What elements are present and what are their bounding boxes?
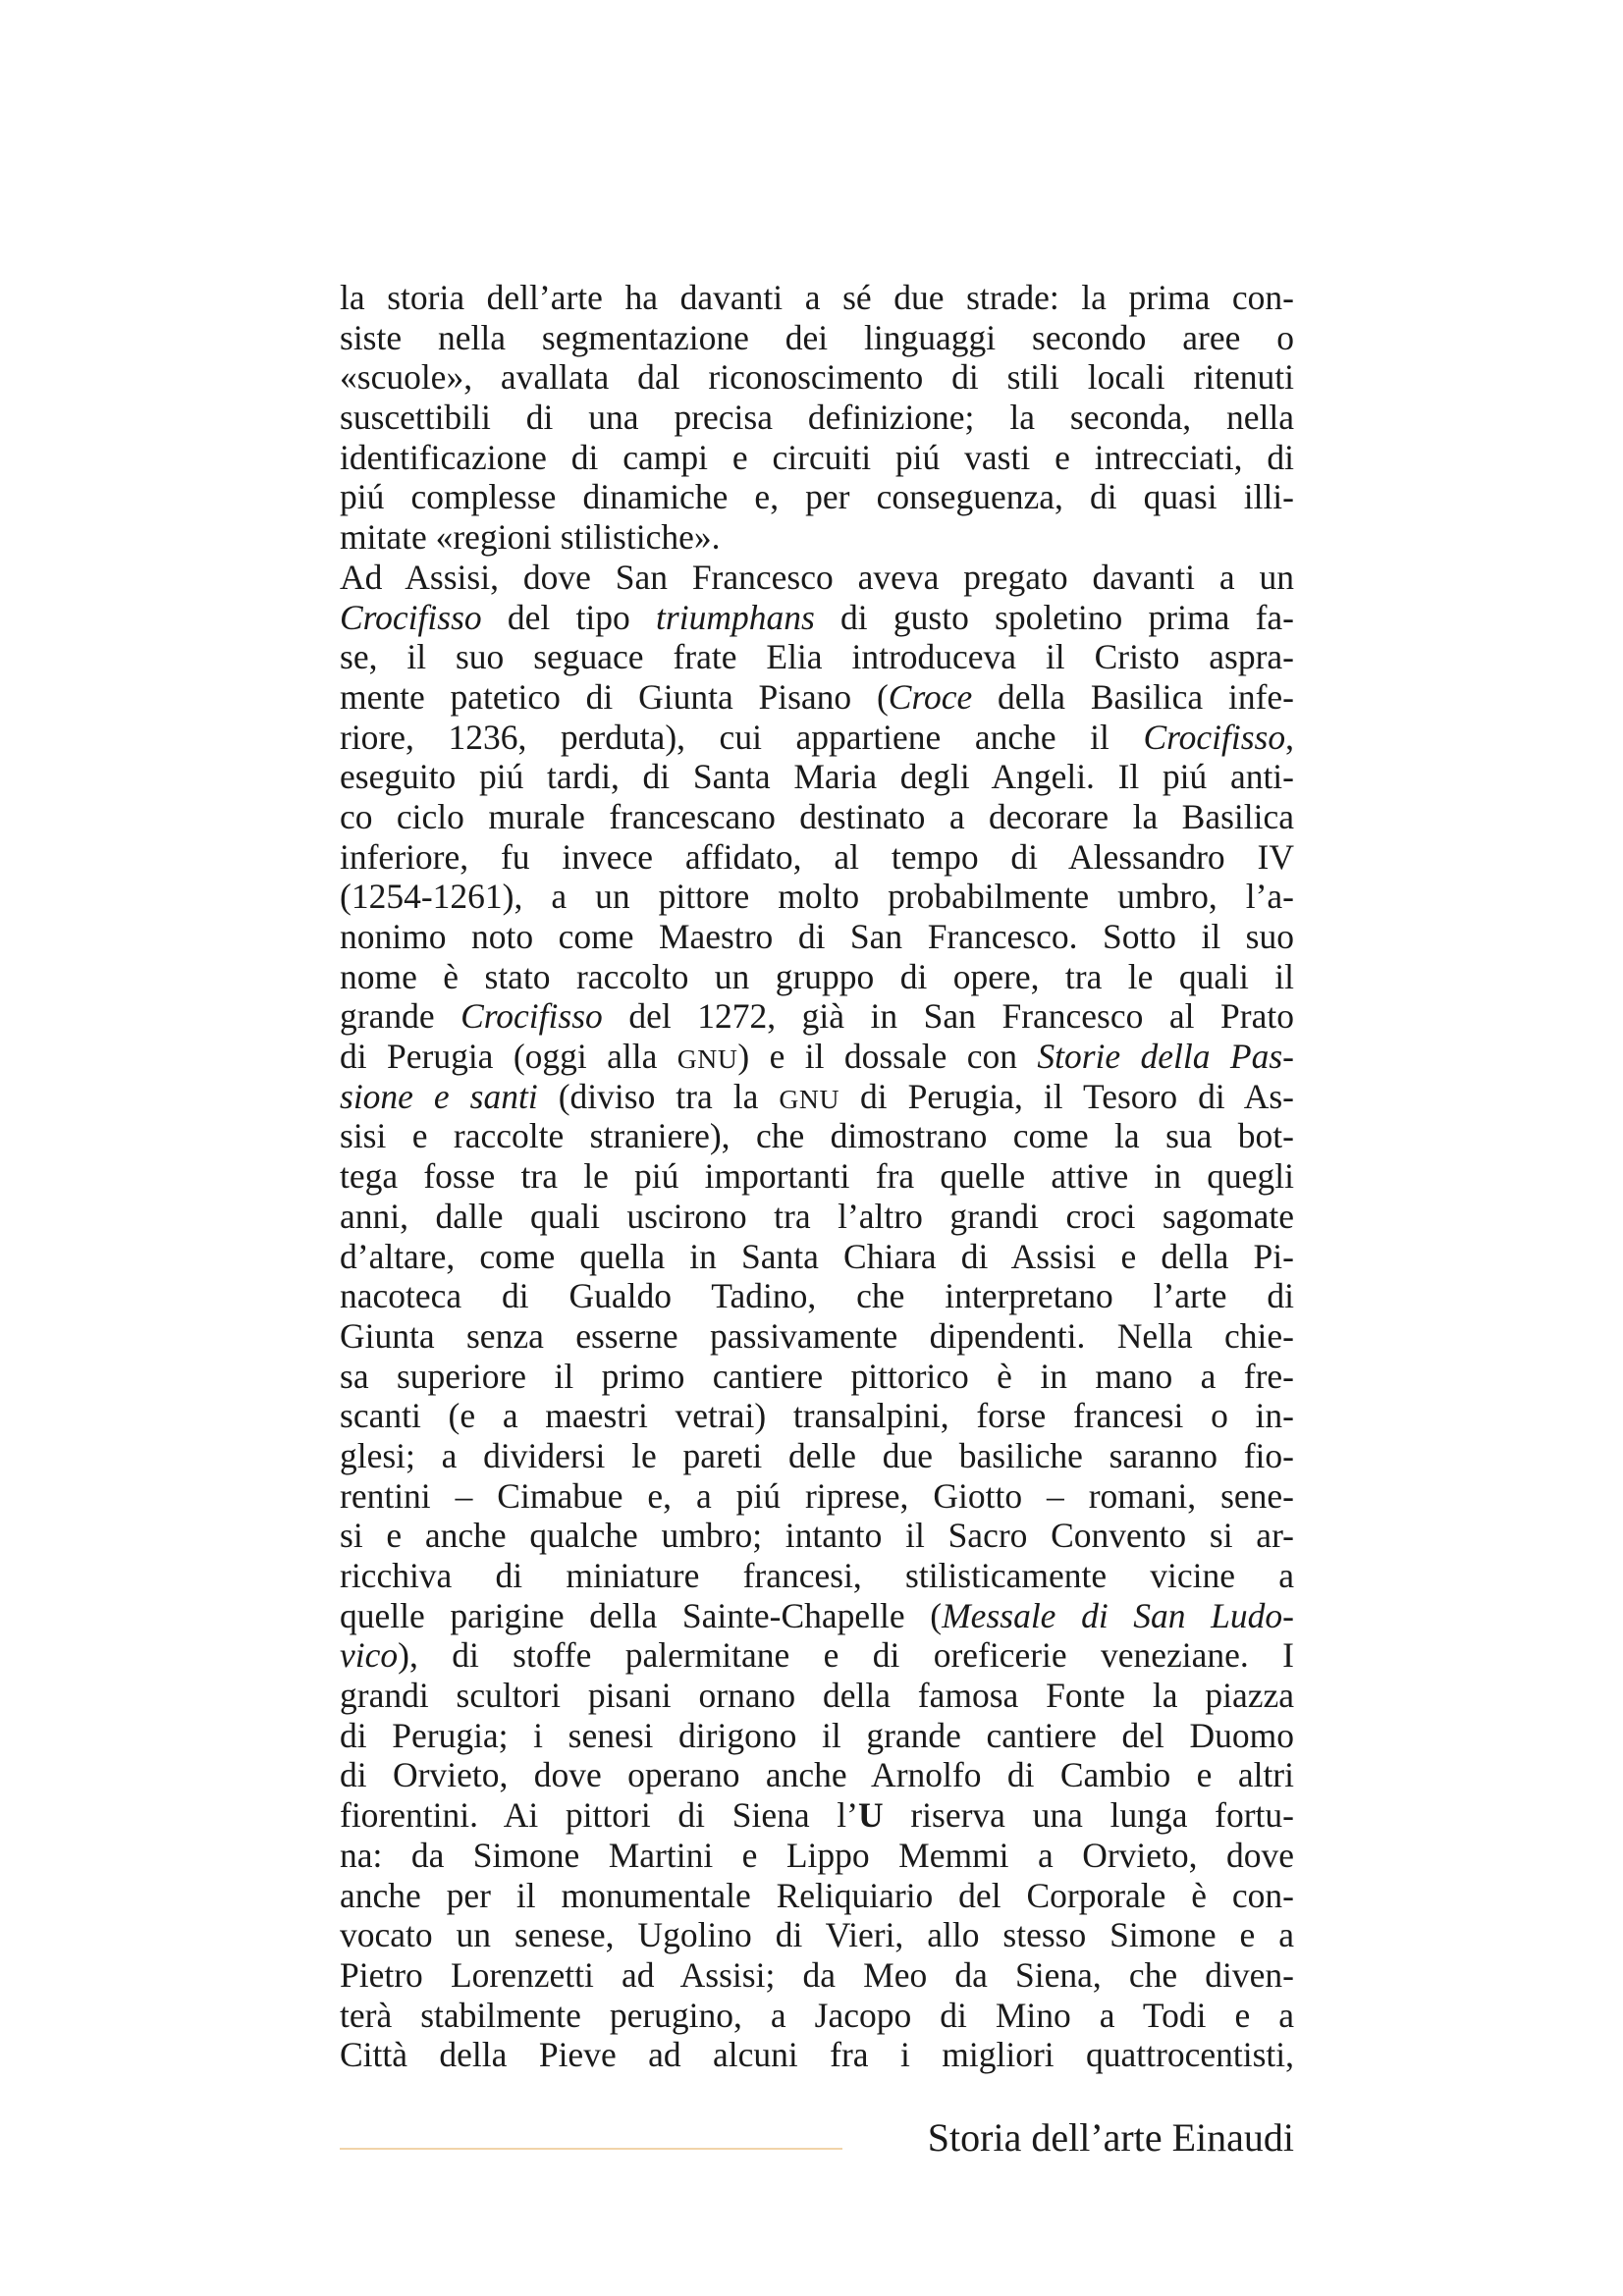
text-run: del 1272, già in San Francesco al Prato: [602, 996, 1294, 1037]
text-line: Pietro Lorenzetti ad Assisi; da Meo da Siena, che diven-: [340, 1954, 1294, 1995]
text-line: sa superiore il primo cantiere pittorico è in mano a fre-: [340, 1356, 1294, 1396]
text-run: di Perugia (oggi alla: [340, 1037, 677, 1077]
text-line: [340, 996, 1294, 1037]
text-line: di Perugia; i senesi dirigono il grande cantiere del Duomo: [340, 1715, 1294, 1755]
text-line: [340, 677, 1294, 718]
text-line: rentini – Cimabue e, a piú riprese, Giotto – romani, sene-: [340, 1475, 1294, 1516]
italic-title: Messale di San Ludo-: [942, 1595, 1294, 1635]
text-line: anche per il monumentale Reliquiario del Corporale è con-: [340, 1875, 1294, 1915]
footer-title: Storia dell’arte Einaudi: [927, 2115, 1294, 2160]
text-line: siste nella segmentazione dei linguaggi secondo aree o: [340, 317, 1294, 357]
text-line: scanti (e a maestri vetrai) transalpini, forse francesi o in-: [340, 1396, 1294, 1436]
text-line: d’altare, come quella in Santa Chiara di Assisi e della Pi-: [340, 1236, 1294, 1276]
text-line: [340, 1596, 1294, 1636]
text-line: «scuole», avallata dal riconoscimento di stili locali ritenuti: [340, 357, 1294, 398]
italic-title: vico: [340, 1635, 399, 1676]
italic-term: triumphans: [656, 597, 815, 637]
text-line: na: da Simone Martini e Lippo Memmi a Orvieto, dove: [340, 1835, 1294, 1875]
text-run: mente patetico di Giunta Pisano (: [340, 676, 889, 717]
text-line: (1254-1261), a un pittore molto probabilmente umbro, l’a-: [340, 877, 1294, 917]
text-run: ,: [1285, 717, 1294, 757]
text-run: grande: [340, 996, 461, 1037]
text-line: di Orvieto, dove operano anche Arnolfo di Cambio e altri: [340, 1755, 1294, 1795]
text-line: Giunta senza esserne passivamente dipendenti. Nella chie-: [340, 1315, 1294, 1356]
text-line: [340, 1037, 1294, 1077]
text-line: [340, 1795, 1294, 1836]
text-line: se, il suo seguace frate Elia introduceva il Cristo aspra-: [340, 637, 1294, 677]
text-run: di gusto spoletino prima fa-: [814, 597, 1294, 637]
italic-title: Crocifisso: [460, 996, 603, 1037]
text-run: della Basilica infe-: [972, 676, 1294, 717]
text-run: ) e il dossale con: [737, 1037, 1038, 1077]
text-run: di Perugia, il Tesoro di As-: [839, 1076, 1294, 1116]
text-line: glesi; a dividersi le pareti delle due basiliche saranno fio-: [340, 1435, 1294, 1475]
text-line: co ciclo murale francescano destinato a decorare la Basilica: [340, 796, 1294, 836]
text-line: suscettibili di una precisa definizione; la seconda, nella: [340, 398, 1294, 438]
text-line: [340, 598, 1294, 638]
text-line: mitate «regioni stilistiche».: [340, 517, 721, 558]
text-line: nonimo noto come Maestro di San Francesco. Sotto il suo: [340, 917, 1294, 956]
italic-title: Croce: [888, 676, 973, 717]
text-run: del tipo: [481, 597, 657, 637]
text-line: nome è stato raccolto un gruppo di opere, tra le quali il: [340, 956, 1294, 996]
small-caps-abbr: GNU: [779, 1083, 840, 1114]
text-line: ricchiva di miniature francesi, stilisticamente vicine a: [340, 1556, 1294, 1595]
text-line: vocato un senese, Ugolino di Vieri, allo stesso Simone e a: [340, 1915, 1294, 1955]
text-line: Città della Pieve ad alcuni fra i migliori quattrocentisti,: [340, 2035, 1294, 2075]
text-line: [340, 718, 1294, 758]
text-run: fiorentini. Ai pittori di Siena l’: [340, 1795, 858, 1836]
text-run: riore, 1236, perduta), cui appartiene anche il: [340, 717, 1144, 757]
text-line: si e anche qualche umbro; intanto il Sacro Convento si ar-: [340, 1516, 1294, 1556]
text-line: nacoteca di Gualdo Tadino, che interpretano l’arte di: [340, 1276, 1294, 1316]
text-line: Ad Assisi, dove San Francesco aveva pregato davanti a un: [340, 557, 1294, 597]
italic-title: sione e santi: [340, 1076, 538, 1116]
text-line: [340, 1077, 1294, 1117]
text-line: la storia dell’arte ha davanti a sé due strade: la prima con-: [340, 278, 1294, 317]
text-line: inferiore, fu invece affidato, al tempo di Alessandro IV: [340, 836, 1294, 877]
text-run: ), di stoffe palermitane e di oreficerie veneziane. I: [398, 1635, 1294, 1676]
italic-title: Crocifisso: [340, 597, 482, 637]
text-line: piú complesse dinamiche e, per conseguenza, di quasi illi-: [340, 477, 1294, 517]
paragraph-2: [340, 558, 1294, 2075]
text-line: anni, dalle quali uscirono tra l’altro grandi croci sagomate: [340, 1196, 1294, 1236]
text-line: eseguito piú tardi, di Santa Maria degli Angeli. Il piú anti-: [340, 757, 1294, 797]
text-line: grandi scultori pisani ornano della famosa Fonte la piazza: [340, 1676, 1294, 1716]
main-text: [340, 278, 1294, 2075]
paragraph-1: [340, 278, 1294, 558]
text-line: identificazione di campi e circuiti piú vasti e intrecciati, di: [340, 437, 1294, 477]
italic-title: Crocifisso: [1143, 717, 1286, 757]
bold-initial: U: [857, 1795, 884, 1836]
italic-title: Storie della Pas-: [1037, 1037, 1294, 1077]
text-run: (diviso tra la: [537, 1076, 780, 1116]
text-line: [340, 1635, 1294, 1676]
text-run: quelle parigine della Sainte-Chapelle (: [340, 1595, 943, 1635]
text-line: terà stabilmente perugino, a Jacopo di Mino a Todi e a: [340, 1995, 1294, 2035]
text-line: sisi e raccolte straniere), che dimostrano come la sua bot-: [340, 1116, 1294, 1156]
text-run: riserva una lunga fortu-: [883, 1795, 1294, 1836]
footer-rule: [340, 2148, 842, 2150]
small-caps-abbr: GNU: [676, 1043, 738, 1075]
text-line: tega fosse tra le piú importanti fra quelle attive in quegli: [340, 1156, 1294, 1197]
